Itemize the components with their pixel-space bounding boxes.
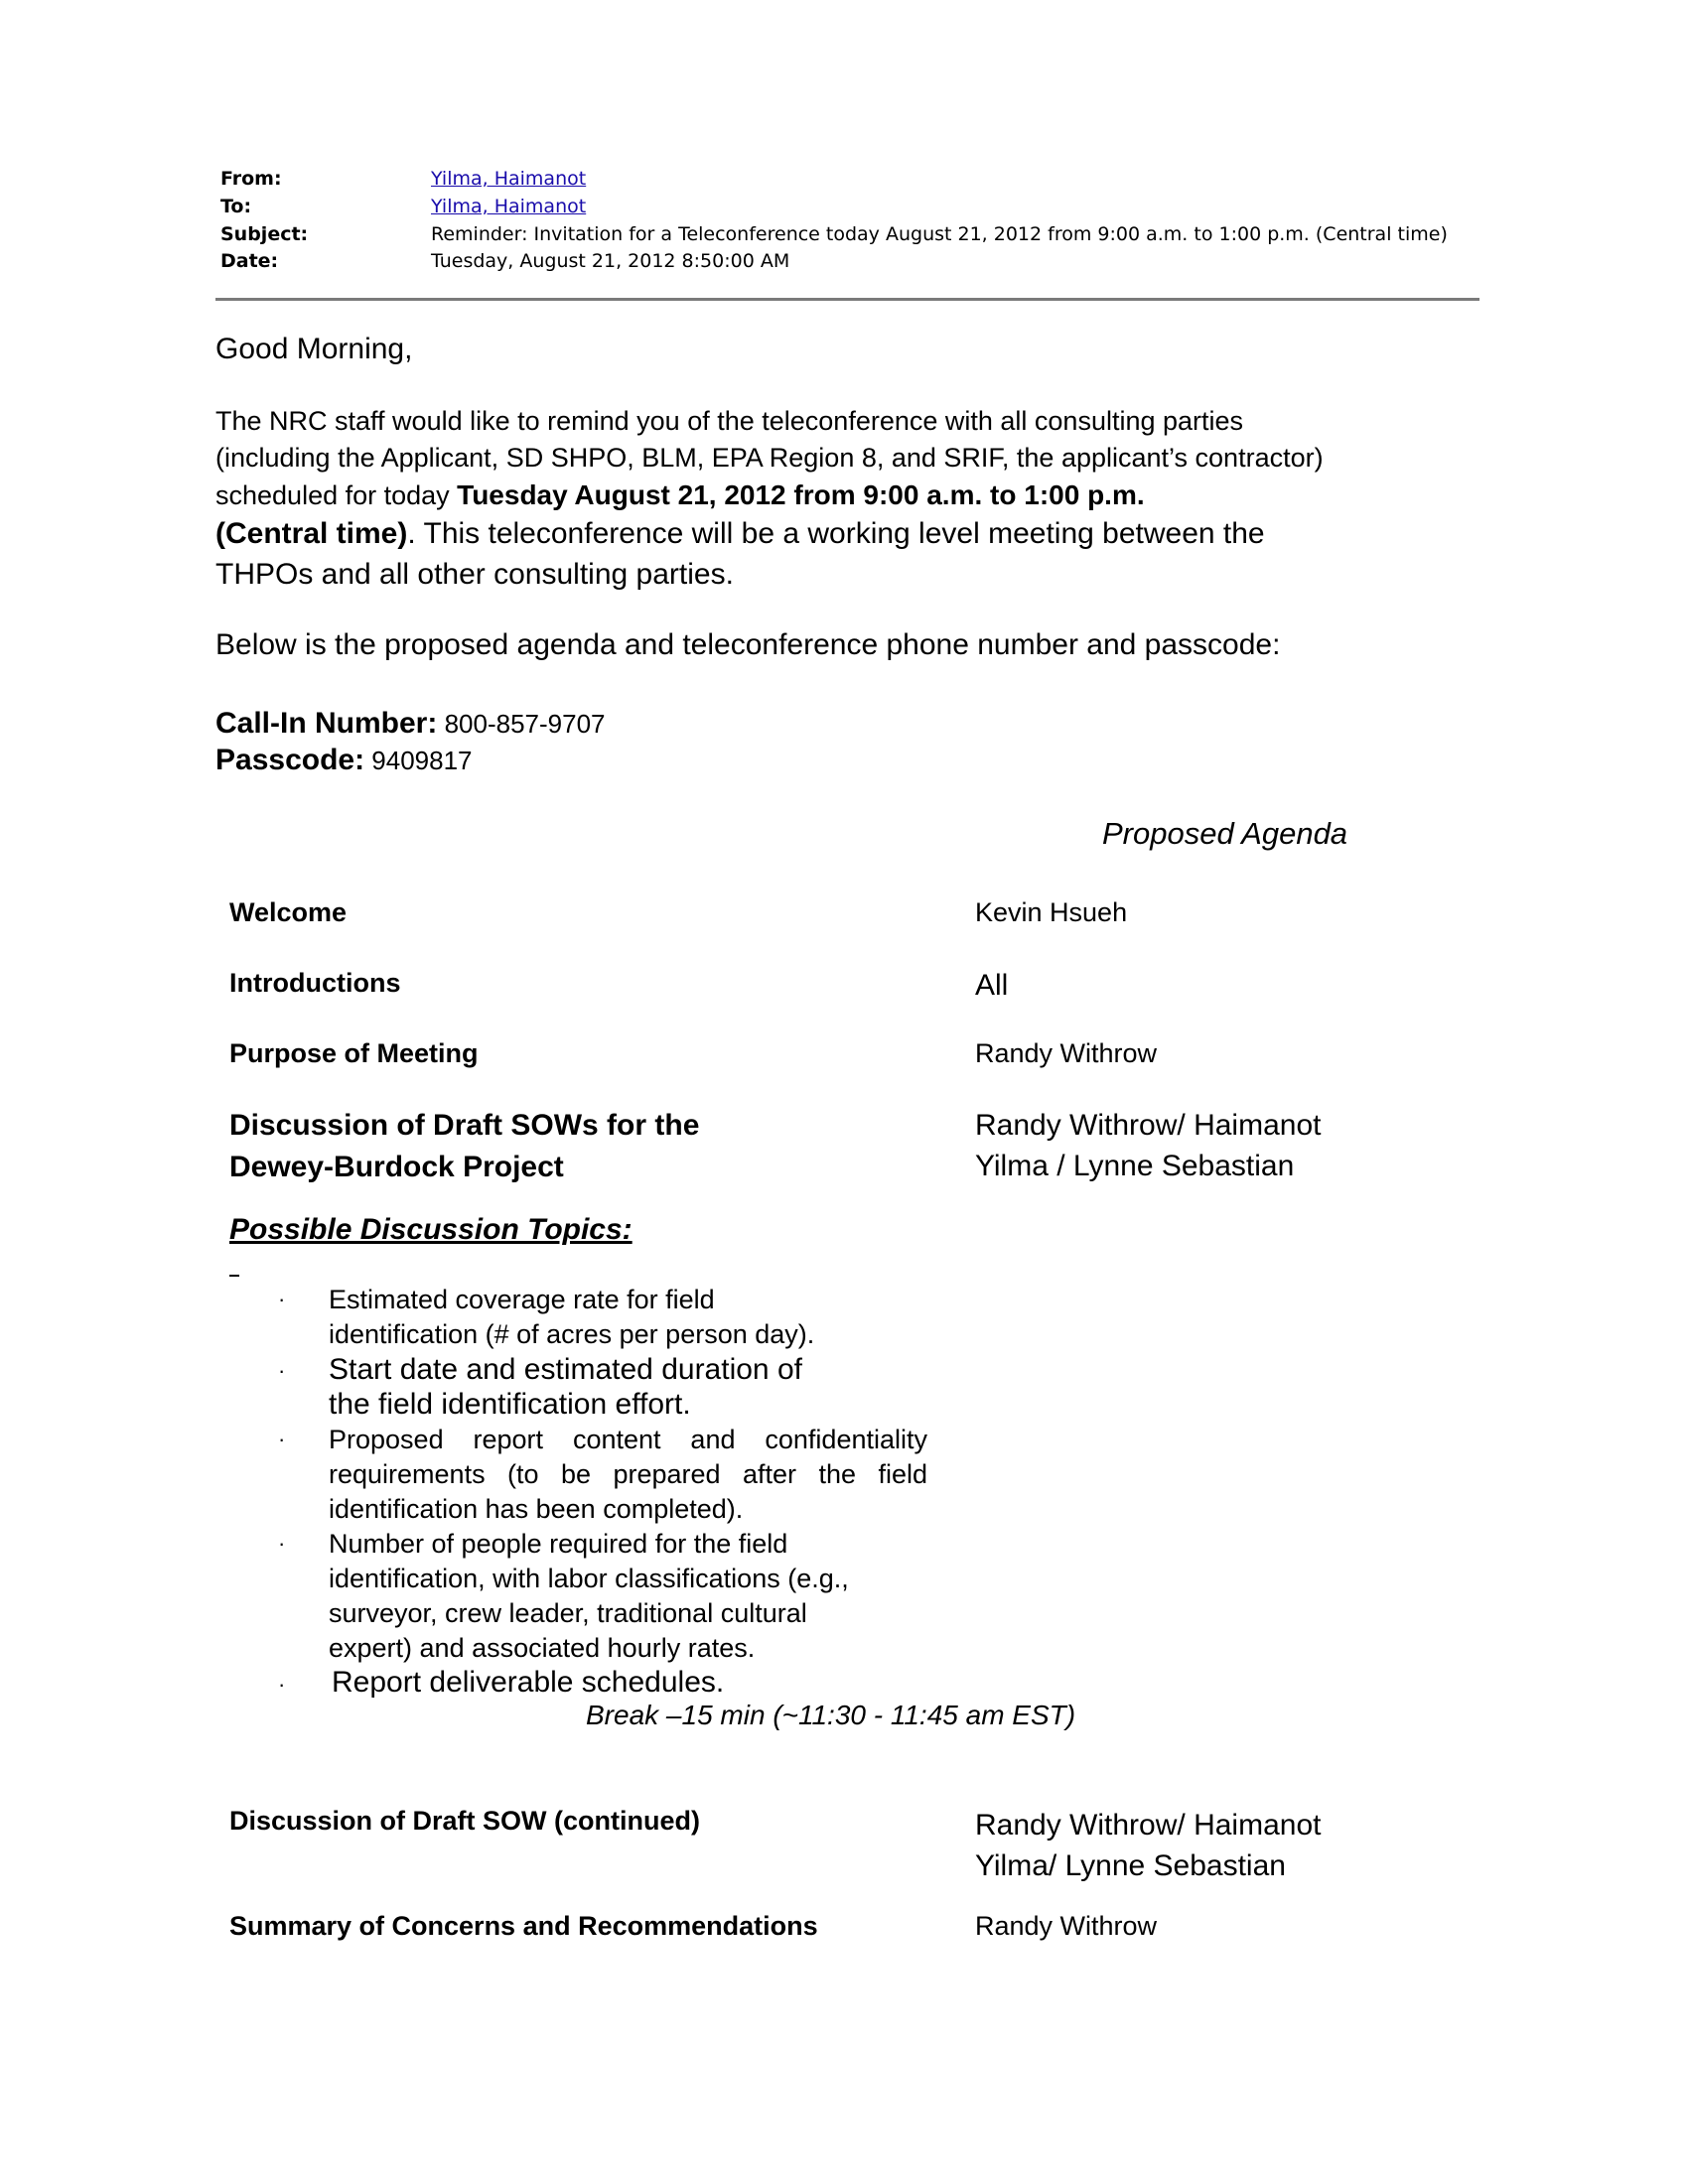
callin-label: Call-In Number: xyxy=(215,707,438,740)
agenda-presenter-line-2: Yilma / Lynne Sebastian xyxy=(975,1150,1295,1182)
agenda-presenter: Kevin Hsueh xyxy=(975,897,1128,927)
topic-3-line-2: requirements (to be prepared after the field xyxy=(329,1459,927,1489)
subject-value: Reminder: Invitation for a Teleconference today August 21, 2012 from 9:00 a.m. to 1:00 p.m. (Central time) xyxy=(431,223,1448,245)
agenda-topic: Discussion of Draft SOW (continued) xyxy=(229,1806,701,1836)
date-value: Tuesday, August 21, 2012 8:50:00 AM xyxy=(431,250,790,272)
passcode-label: Passcode: xyxy=(215,744,365,776)
intro-line-4-rest: . This teleconference will be a working level meeting between the xyxy=(407,517,1265,550)
bullet-icon: · xyxy=(278,1287,286,1311)
central-time: (Central time) xyxy=(215,517,408,550)
bullet-icon: · xyxy=(278,1531,286,1556)
topic-2-line-2: the field identification effort. xyxy=(329,1388,691,1421)
agenda-title: Proposed Agenda xyxy=(1102,816,1348,851)
meeting-datetime: Tuesday August 21, 2012 from 9:00 a.m. to 1:00 p.m. xyxy=(457,479,1145,510)
agenda-presenter-line-1: Randy Withrow/ Haimanot xyxy=(975,1109,1322,1142)
topic-4-line-3: surveyor, crew leader, traditional cultural xyxy=(329,1598,807,1628)
passcode-value: 9409817 xyxy=(364,746,473,775)
topic-4-line-1: Number of people required for the field xyxy=(329,1529,788,1559)
to-value xyxy=(431,196,586,217)
bullet-icon: · xyxy=(278,1672,286,1697)
date-label: Date: xyxy=(220,250,279,272)
intro-line-4 xyxy=(215,514,1265,554)
topic-1-line-2: identification (# of acres per person day). xyxy=(329,1319,815,1349)
bullet-icon: · xyxy=(278,1427,286,1451)
intro-line-3-prefix: scheduled for today xyxy=(215,480,458,510)
to-label: To: xyxy=(220,196,252,217)
agenda-presenter: All xyxy=(975,969,1009,1002)
agenda-topic: Welcome xyxy=(229,897,348,927)
agenda-presenter: Randy Withrow xyxy=(975,1038,1158,1068)
break-note: Break –15 min (~11:30 - 11:45 am EST) xyxy=(586,1700,1076,1730)
from-value xyxy=(431,168,586,190)
topic-5-line-1: Report deliverable schedules. xyxy=(332,1666,725,1699)
topic-3-line-1: Proposed report content and confidentiality xyxy=(329,1425,927,1454)
agenda-presenter: Randy Withrow xyxy=(975,1911,1158,1941)
agenda-topic: Purpose of Meeting xyxy=(229,1038,479,1068)
intro-line-1: The NRC staff would like to remind you of the teleconference with all consulting parties xyxy=(215,406,1244,436)
topic-4-line-2: identification, with labor classifications (e.g., xyxy=(329,1564,849,1593)
callin-line xyxy=(215,705,606,743)
agenda-topic-line-2: Dewey-Burdock Project xyxy=(229,1151,564,1183)
header-divider xyxy=(215,298,1479,301)
agenda-topic-line-1: Discussion of Draft SOWs for the xyxy=(229,1109,700,1142)
from-link[interactable]: Yilma, Haimanot xyxy=(431,168,587,190)
topics-heading: Possible Discussion Topics: xyxy=(229,1213,633,1246)
topic-4-line-4: expert) and associated hourly rates. xyxy=(329,1633,756,1663)
callin-number: 800-857-9707 xyxy=(437,709,606,739)
from-label: From: xyxy=(220,168,282,190)
intro-line-2: (including the Applicant, SD SHPO, BLM, EPA Region 8, and SRIF, the applicant’s contractor) xyxy=(215,443,1324,473)
agenda-topic: Introductions xyxy=(229,968,401,998)
intro-line-3 xyxy=(215,477,1145,514)
agenda-intro: Below is the proposed agenda and teleconference phone number and passcode: xyxy=(215,628,1281,661)
topic-3 xyxy=(329,1423,927,1527)
topic-2-line-1: Start date and estimated duration of xyxy=(329,1353,802,1386)
bullet-icon: · xyxy=(278,1358,286,1383)
agenda-presenter-line-1: Randy Withrow/ Haimanot xyxy=(975,1809,1322,1842)
greeting: Good Morning, xyxy=(215,333,413,365)
agenda-presenter-line-2: Yilma/ Lynne Sebastian xyxy=(975,1849,1286,1882)
passcode-line xyxy=(215,742,473,779)
subject-label: Subject: xyxy=(220,223,309,245)
topic-1-line-1: Estimated coverage rate for field xyxy=(329,1285,715,1314)
intro-line-5: THPOs and all other consulting parties. xyxy=(215,558,734,591)
to-link[interactable]: Yilma, Haimanot xyxy=(431,196,587,217)
stray-dash xyxy=(229,1275,239,1277)
topic-3-line-3: identification has been completed). xyxy=(329,1494,744,1524)
agenda-topic: Summary of Concerns and Recommendations xyxy=(229,1911,818,1941)
